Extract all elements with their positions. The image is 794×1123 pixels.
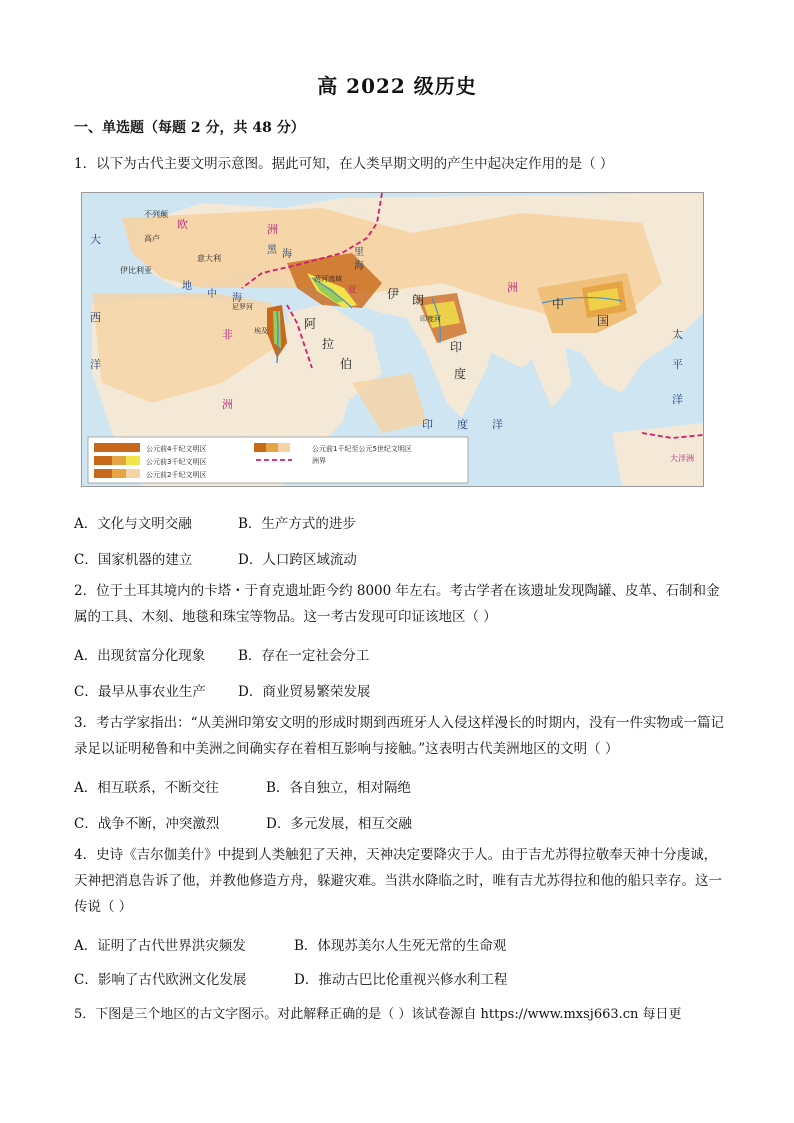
- legend-swatch-3rd-a: [94, 456, 112, 465]
- q4-option-c: C．影响了古代欧洲文化发展: [74, 972, 247, 988]
- q1-option-a: A．文化与文明交融: [74, 516, 192, 532]
- label-indus: 印度河: [420, 315, 441, 323]
- legend-swatch-2nd-b: [112, 469, 126, 478]
- legend-swatch-4th: [94, 443, 140, 452]
- question-5-stem: 5．下图是三个地区的古文字图示。对此解释正确的是（ ）该试卷源自 https://www.mxsj663.cn 每日更: [74, 1007, 682, 1022]
- label-med-3: 海: [232, 293, 242, 304]
- label-nile: 尼罗河: [232, 303, 253, 311]
- question-1-stem: 1．以下为古代主要文明示意图。据此可知，在人类早期文明的产生中起决定作用的是（ ）: [74, 156, 614, 172]
- label-iran-2: 朗: [412, 293, 425, 307]
- q3-option-c: C．战争不断，冲突激烈: [74, 816, 220, 832]
- label-iberia: 伊比利亚: [120, 266, 152, 275]
- label-mesopotamia: 两河流域: [314, 275, 342, 283]
- label-black-sea-1: 黑: [267, 245, 277, 256]
- label-britain: 不列颠: [144, 210, 168, 219]
- label-atlantic-2: 西: [90, 311, 101, 324]
- q4-option-b: B．体现苏美尔人生死无常的生命观: [294, 938, 507, 954]
- label-europe-2: 洲: [267, 223, 278, 236]
- legend-label-1st: 公元前1千纪至公元5世纪文明区: [312, 445, 412, 453]
- legend-swatch-1st-a: [254, 443, 266, 452]
- label-atlantic-3: 洋: [90, 358, 101, 371]
- q1-option-d: D．人口跨区域流动: [238, 552, 357, 568]
- legend-swatch-1st-c: [278, 443, 290, 452]
- label-india-1: 印: [450, 340, 463, 354]
- label-pacific-2: 平: [672, 358, 683, 371]
- label-africa-1: 非: [222, 328, 233, 341]
- label-oceania: 大洋洲: [670, 454, 694, 463]
- label-arabia-2: 拉: [322, 337, 335, 351]
- question-3-stem: 3．考古学家指出：“从美洲印第安文明的形成时期到西班牙人入侵这样漫长的时期内，没有一件实物或一篇记录足以证明秘鲁和中美洲之间确实存在着相互影响与接触。”这表明古代美洲地区的文明（ ）: [74, 715, 724, 757]
- label-asia-zhou: 洲: [507, 281, 518, 294]
- label-asia: 亚: [347, 285, 357, 296]
- legend-label-3rd: 公元前3千纪文明区: [146, 458, 207, 466]
- legend-swatch-2nd-c: [126, 469, 140, 478]
- label-arabia-1: 阿: [304, 317, 317, 331]
- q1-option-c: C．国家机器的建立: [74, 552, 193, 568]
- label-med-1: 地: [182, 281, 192, 292]
- legend-label-4th: 公元前4千纪文明区: [146, 445, 207, 453]
- label-atlantic-1: 大: [90, 233, 101, 246]
- legend-label-2nd: 公元前2千纪文明区: [146, 471, 207, 479]
- legend-swatch-1st-b: [266, 443, 278, 452]
- question-4-stem: 4．史诗《吉尔伽美什》中提到人类触犯了天神，天神决定要降灾于人。由于吉尤苏得拉敬奉天神十分虔诚，天神把消息告诉了他，并教他修造方舟，躲避灾难。当洪水降临之时，唯有吉尤苏得拉和他的船只幸存。这一传说（ ）: [74, 847, 722, 915]
- map-graphic: [82, 193, 703, 486]
- label-med-2: 中: [207, 289, 217, 300]
- label-italy: 意大利: [197, 254, 221, 263]
- legend-swatch-3rd-b: [112, 456, 126, 465]
- question-2-stem: 2．位于土耳其境内的卡塔・于育克遗址距今约 8000 年左右。考古学者在该遗址发现陶罐、皮革、石制和金属的工具、木刻、地毯和珠宝等物品。这一考古发现可印证该地区（ ）: [74, 583, 720, 625]
- label-india-2: 度: [454, 367, 467, 381]
- q1-option-b: B．生产方式的进步: [238, 516, 356, 532]
- q2-option-b: B．存在一定社会分工: [238, 648, 370, 664]
- q2-option-a: A．出现贫富分化现象: [74, 648, 206, 664]
- label-egypt: 埃及: [254, 327, 268, 335]
- label-indian-ocean-1: 印: [422, 418, 433, 431]
- page-title: 高 2022 级历史: [317, 74, 477, 98]
- q4-option-d: D．推动古巴比伦重视兴修水利工程: [294, 972, 508, 988]
- civilization-map: [81, 192, 704, 487]
- q2-option-d: D．商业贸易繁荣发展: [238, 684, 371, 700]
- q3-option-b: B．各自独立，相对隔绝: [266, 780, 411, 796]
- map-legend: [88, 437, 468, 483]
- label-pacific-1: 太: [672, 328, 683, 341]
- q3-option-d: D．多元发展，相互交融: [266, 816, 412, 832]
- label-africa-2: 洲: [222, 398, 233, 411]
- legend-swatch-3rd-c: [126, 456, 140, 465]
- q4-option-a: A．证明了古代世界洪灾频发: [74, 938, 246, 954]
- section-heading: 一、单选题（每题 2 分，共 48 分）: [74, 120, 305, 136]
- legend-swatch-2nd-a: [94, 469, 112, 478]
- q2-option-c: C．最早从事农业生产: [74, 684, 206, 700]
- label-china-2: 国: [597, 314, 610, 328]
- label-arabia-3: 伯: [340, 357, 353, 371]
- label-indian-ocean-3: 洋: [492, 418, 503, 431]
- label-europe-1: 欧: [177, 218, 188, 231]
- label-china-1: 中: [552, 297, 565, 311]
- label-iran-1: 伊: [387, 287, 400, 301]
- label-caspian-1: 里: [354, 247, 364, 258]
- label-gaul: 高卢: [144, 234, 160, 243]
- label-caspian-2: 海: [354, 261, 364, 272]
- label-black-sea-2: 海: [282, 249, 292, 260]
- label-pacific-3: 洋: [672, 393, 683, 406]
- label-indian-ocean-2: 度: [457, 418, 468, 431]
- legend-label-boundary: 洲界: [312, 457, 326, 465]
- q3-option-a: A．相互联系，不断交往: [74, 780, 219, 796]
